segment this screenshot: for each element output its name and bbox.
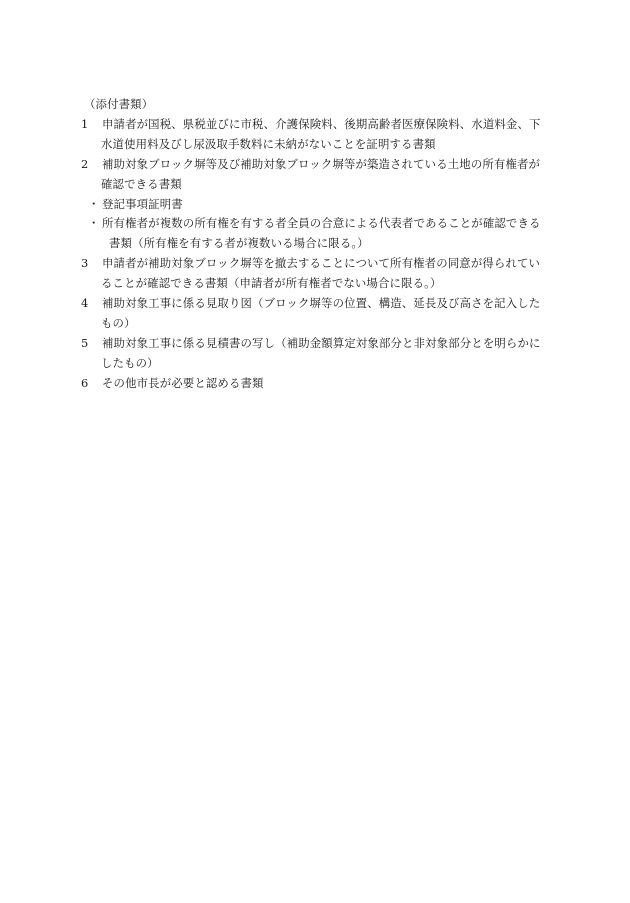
list-item-2 [81, 155, 559, 195]
item-line-continued: 確認できる書類 [101, 176, 182, 191]
sub-item-line: 登記事項証明書 [102, 196, 183, 211]
attachment-list [81, 95, 559, 394]
item-line: 申請者が国税、県税並びに市税、介護保険料、後期高齢者医療保険料、水道料金、下 [102, 116, 541, 131]
item-text [102, 115, 559, 155]
item-number: 1 [81, 116, 89, 131]
item-line-continued: 水道使用料及びし尿汲取手数料に未納がないことを証明する書類 [101, 136, 436, 151]
sub-item-registry-certificate [81, 195, 559, 215]
bullet: ・ [88, 196, 100, 211]
item-number: 6 [81, 375, 89, 390]
item-text [102, 294, 559, 334]
sub-item-text [102, 195, 183, 215]
item-text [102, 254, 559, 294]
item-line-continued: もの） [101, 315, 136, 330]
list-item-4 [81, 294, 559, 334]
item-number: 4 [81, 296, 89, 311]
item-line: 補助対象工事に係る見取り図（ブロック塀等の位置、構造、延長及び高さを記入した [102, 296, 541, 311]
item-line: その他市長が必要と認める書類 [102, 375, 264, 390]
item-line: 申請者が補助対象ブロック塀等を撤去することについて所有権者の同意が得られてい [102, 256, 541, 271]
item-line-continued: ることが確認できる書類（申請者が所有権者でない場合に限る。） [101, 276, 442, 291]
list-item-1 [81, 115, 559, 155]
sub-item-representative-confirmation [81, 214, 559, 254]
item-number: 3 [81, 256, 89, 271]
bullet: ・ [88, 216, 100, 231]
sub-item-text [102, 214, 541, 254]
item-text [102, 374, 559, 394]
item-number: 2 [81, 156, 89, 171]
item-text [102, 155, 559, 195]
list-item-6 [81, 374, 559, 394]
item-line-continued: したもの） [101, 355, 159, 370]
list-item-3 [81, 254, 559, 294]
item-text [102, 334, 559, 374]
item-line: 補助対象工事に係る見積書の写し（補助金額算定対象部分と非対象部分とを明らかに [102, 335, 541, 350]
list-item-5 [81, 334, 559, 374]
item-number: 5 [81, 335, 89, 350]
sub-item-line: 所有権者が複数の所有権を有する者全員の合意による代表者であることが確認できる [102, 216, 541, 231]
section-heading: （添付書類） [84, 97, 154, 111]
item-line: 補助対象ブロック塀等及び補助対象ブロック塀等が築造されている土地の所有権者が [102, 156, 541, 171]
sub-item-line-continued: 書類（所有権を有する者が複数いる場合に限る。） [109, 236, 369, 251]
